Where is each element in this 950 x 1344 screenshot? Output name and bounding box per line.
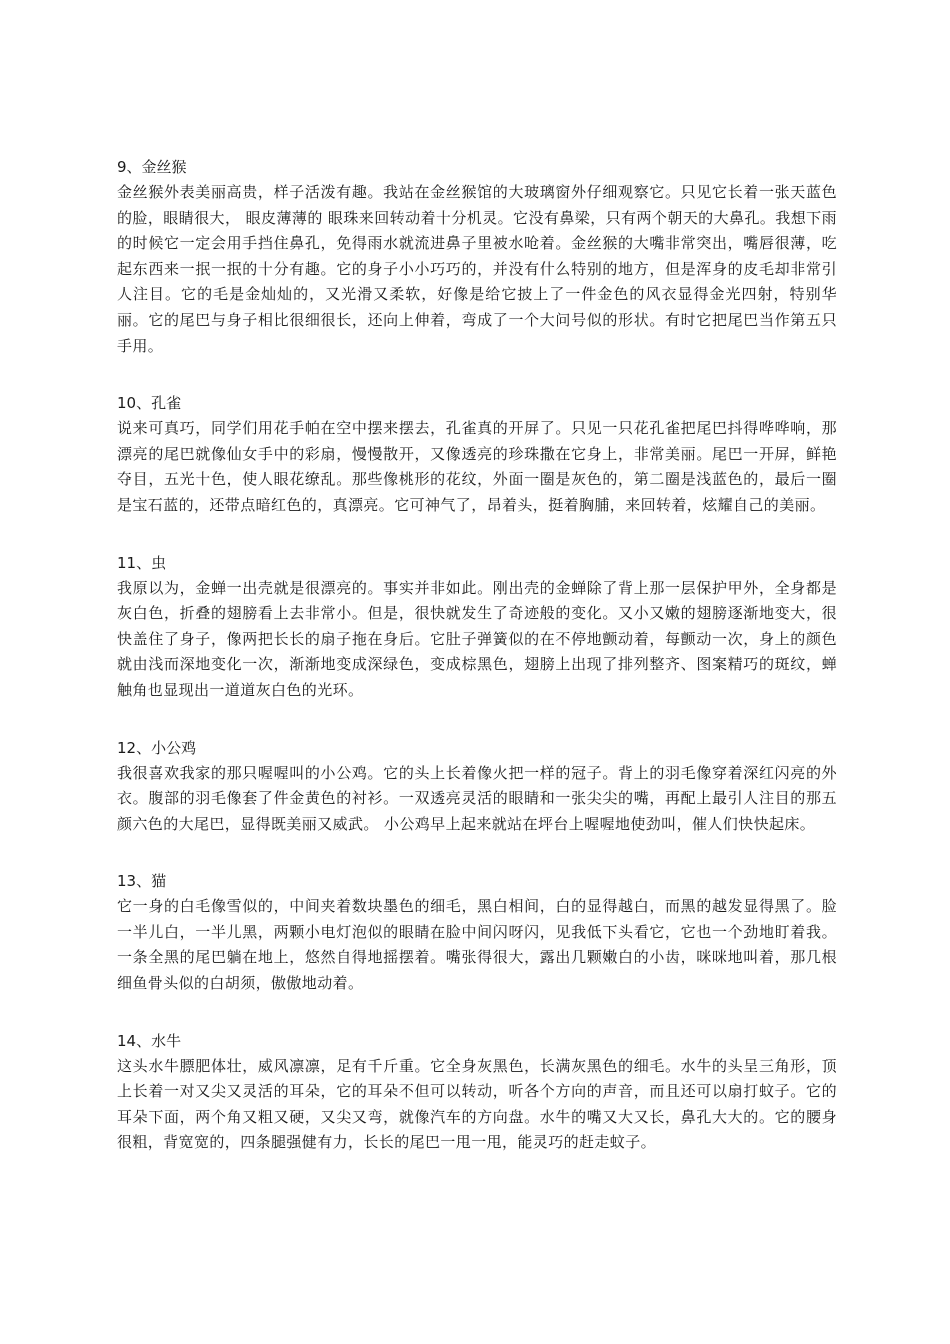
section-paragraph: 金丝猴外表美丽高贵，样子活泼有趣。我站在金丝猴馆的大玻璃窗外仔细观察它。只见它长着一张天蓝色的脸，眼睛很大， 眼皮薄薄的 眼珠来回转动着十分机灵。它没有鼻梁，只有两个朝天的大鼻孔。我想下雨的时候它一定会用手挡住鼻孔，免得雨水就流进鼻子里被水呛着。金丝猴的大嘴非常突出，嘴唇很薄，吃起东西来一抿一抿的十分有趣。它的身子小小巧巧的，并没有什么特别的地方，但是浑身的皮毛却非常引人注目。它的毛是金灿灿的，又光滑又柔软，好像是给它披上了一件金色的风衣显得金光四射，特别华丽。它的尾巴与身子相比很细很长，还向上伸着，弯成了一个大问号似的形状。有时它把尾巴当作第五只手用。: [117, 183, 837, 355]
document-body: [117, 154, 837, 1187]
section-golden-monkey: [117, 154, 837, 359]
section-title: 14、水牛: [117, 1031, 182, 1050]
section-title: 9、金丝猴: [117, 158, 187, 176]
section-paragraph: 它一身的白毛像雪似的，中间夹着数块墨色的细毛，黑白相间，白的显得越白，而黑的越发显得黑了。脸一半儿白，一半儿黑，两颗小电灯泡似的眼睛在脸中间闪呀闪，见我低下头看它，它也一个劲地盯着我。一条全黑的尾巴躺在地上，悠然自得地摇摆着。嘴张得很大，露出几颗嫩白的小齿，咪咪地叫着，那几根细鱼骨头似的白胡须，傲傲地动着。: [117, 897, 837, 993]
section-title: 12、小公鸡: [117, 738, 197, 757]
section-paragraph: 这头水牛膘肥体壮，威风凛凛，足有千斤重。它全身灰黑色，长满灰黑色的细毛。水牛的头呈三角形，顶上长着一对又尖又灵活的耳朵，它的耳朵不但可以转动，听各个方向的声音，而且还可以扇打蚊子。它的耳朵下面，两个角又粗又硬，又尖又弯，就像汽车的方向盘。水牛的嘴又大又长，鼻孔大大的。它的腰身很粗，背宽宽的，四条腿强健有力，长长的尾巴一甩一甩，能灵巧的赶走蚊子。: [117, 1056, 837, 1152]
section-paragraph: 我原以为，金蝉一出壳就是很漂亮的。事实并非如此。刚出壳的金蝉除了背上那一层保护甲外，全身都是灰白色，折叠的翅膀看上去非常小。但是，很快就发生了奇迹般的变化。又小又嫩的翅膀逐渐地变大，很快盖住了身子，像两把长长的扇子拖在身后。它肚子弹簧似的在不停地颤动着，每颤动一次，身上的颜色就由浅而深地变化一次，渐渐地变成深绿色，变成棕黑色，翅膀上出现了排列整齐、图案精巧的斑纹，蝉触角也显现出一道道灰白色的光环。: [117, 578, 837, 699]
section-rooster: [117, 735, 837, 838]
section-paragraph: 说来可真巧，同学们用花手帕在空中摆来摆去，孔雀真的开屏了。只见一只花孔雀把尾巴抖得哗哗响，那漂亮的尾巴就像仙女手中的彩扇，慢慢散开，又像透亮的珍珠撒在它身上，非常美丽。尾巴一开屏，鲜艳夺目，五光十色，使人眼花缭乱。那些像桃形的花纹，外面一圈是灰色的，第二圈是浅蓝色的，最后一圈是宝石蓝的，还带点暗红色的，真漂亮。它可神气了，昂着头，挺着胸脯，来回转着，炫耀自己的美丽。: [117, 419, 837, 514]
section-cat: [117, 868, 837, 996]
section-water-buffalo: [117, 1028, 837, 1156]
section-insect: [117, 550, 837, 704]
section-peacock: [117, 390, 837, 518]
section-title: 11、虫: [117, 553, 167, 572]
section-title: 13、猫: [117, 872, 167, 891]
section-title: 10、孔雀: [117, 394, 182, 413]
section-paragraph: 我很喜欢我家的那只喔喔叫的小公鸡。它的头上长着像火把一样的冠子。背上的羽毛像穿着深红闪亮的外衣。腹部的羽毛像套了件金黄色的衬衫。一双透亮灵活的眼睛和一张尖尖的嘴，再配上最引人注目的那五颜六色的大尾巴，显得既美丽又威武。 小公鸡早上起来就站在坪台上喔喔地使劲叫，催人们快快起床。: [117, 763, 837, 833]
